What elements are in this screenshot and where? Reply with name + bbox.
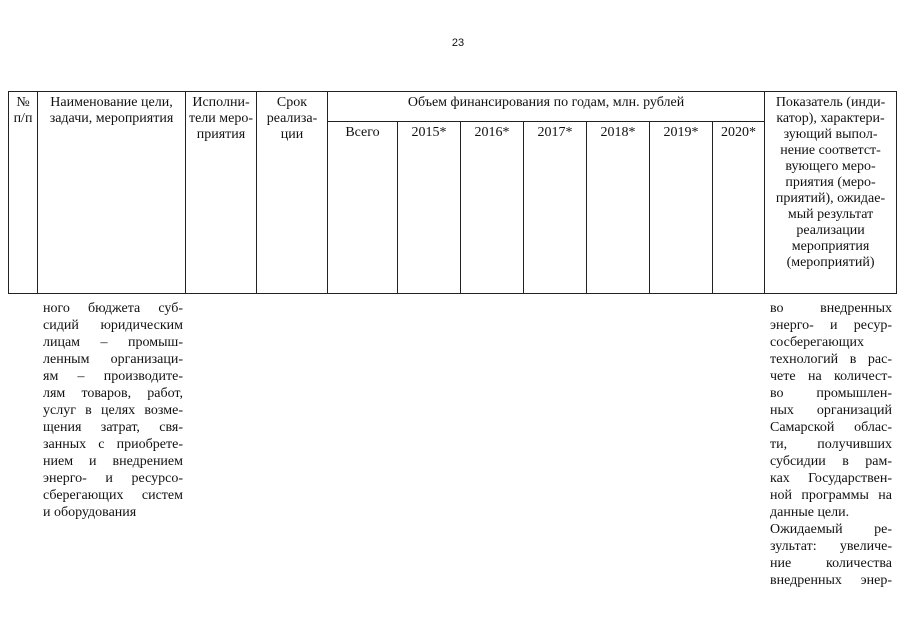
- text-line: ние количества: [770, 556, 892, 571]
- text-line: занных с приобрете-: [43, 437, 183, 452]
- text-line: ного бюджета суб-: [43, 301, 183, 316]
- text-line: ти, получивших: [770, 437, 892, 452]
- text-line: услуг в целях возме-: [43, 403, 183, 418]
- text-line: сосберегающих: [770, 335, 865, 350]
- indicator-description-continued: [770, 300, 892, 589]
- col-year-header: 2019*: [650, 121, 713, 293]
- text-line: сидий юридическим: [43, 318, 183, 333]
- text-line: во промышлен-: [770, 386, 892, 401]
- text-line: и оборудования: [43, 505, 137, 520]
- text-line: ных организаций: [770, 403, 892, 418]
- text-line: субсидии в рам-: [770, 454, 892, 469]
- col-number-header: № п/п: [9, 92, 38, 294]
- col-year-header: 2016*: [461, 121, 524, 293]
- col-year-header: 2015*: [398, 121, 461, 293]
- text-line: ям – производите-: [43, 369, 183, 384]
- text-line: ках Государствен-: [770, 471, 892, 486]
- text-line: технологий в рас-: [770, 352, 892, 367]
- text-line: во внедренных: [770, 301, 892, 316]
- page-number: 23: [451, 37, 465, 49]
- text-line: сберегающих систем: [43, 488, 183, 503]
- text-line: энерго- и ресур-: [770, 318, 892, 333]
- col-year-header: 2018*: [587, 121, 650, 293]
- col-indicator-header: Показатель (инди-катор), характери-зующий выпол-нение соответст-вующего меро-приятия (меро-приятий), ожидае-мый результат реализации мероприятия (мероприятий): [765, 92, 897, 294]
- col-year-header: 2017*: [524, 121, 587, 293]
- col-name-header: Наименование цели, задачи, мероприятия: [38, 92, 186, 294]
- program-table-header: [8, 91, 897, 294]
- text-line: лям товаров, работ,: [43, 386, 183, 401]
- text-line: внедренных энер-: [770, 573, 892, 588]
- col-year-header: 2020*: [713, 121, 765, 293]
- col-term-header: Срок реализа-ции: [257, 92, 328, 294]
- text-line: Ожидаемый ре-: [770, 522, 892, 537]
- text-line: зультат: увеличе-: [770, 539, 892, 554]
- col-executors-header: Исполни-тели меро-приятия: [186, 92, 257, 294]
- text-line: энерго- и ресурсо-: [43, 471, 183, 486]
- col-funding-header: Объем финансирования по годам, млн. рублей: [328, 92, 765, 122]
- measure-description-continued: [43, 300, 183, 521]
- text-line: данные цели.: [770, 505, 850, 520]
- text-line: ной программы на: [770, 488, 892, 503]
- text-line: ленным организаци-: [43, 352, 183, 367]
- text-line: чете на количест-: [770, 369, 892, 384]
- text-line: Самарской облас-: [770, 420, 892, 435]
- text-line: нием и внедрением: [43, 454, 183, 469]
- col-total-header: Всего: [328, 121, 398, 293]
- text-line: щения затрат, свя-: [43, 420, 183, 435]
- text-line: лицам – промыш-: [43, 335, 183, 350]
